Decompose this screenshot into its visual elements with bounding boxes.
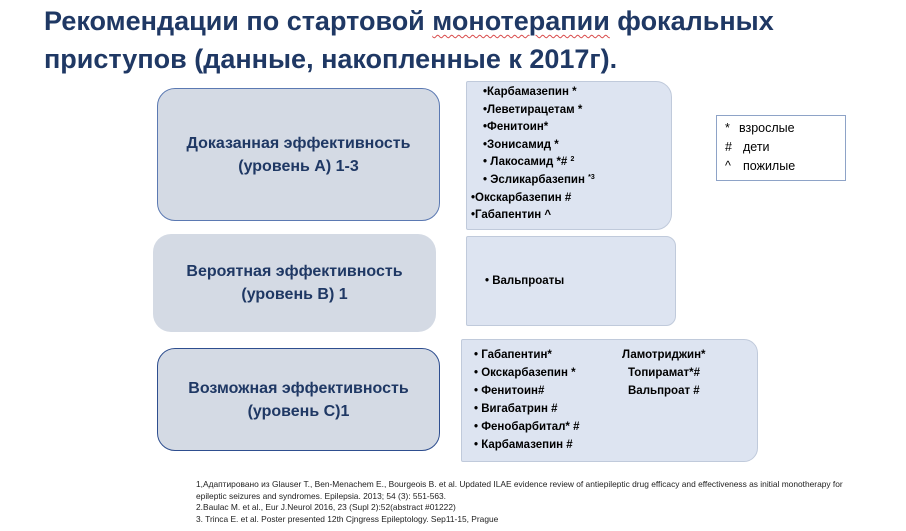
title-part-3: фокальных приступов (данные, накопленные к 2017г). (44, 6, 774, 74)
slide-title (44, 2, 900, 78)
level-c-line-1: Возможная эффективность (188, 379, 409, 397)
references (196, 479, 846, 525)
reference-item: 1,Адаптировано из Glauser T., Ben-Menachem E., Bourgeois B. et al. Updated ILAE evidence review of antiepileptic drug efficacy and effectiveness as initial monotherapy for epileptic seizures and syndromes. Epilepsia. 2013; 54 (3): 551-563. (196, 479, 843, 501)
level-a-line-1: Доказанная эффективность (186, 134, 411, 152)
drug-list-item: • Вигабатрин # (474, 403, 558, 415)
drug-list-item: •Габапентин ^ (471, 209, 552, 222)
level-a-line-2: (уровень А) 1-3 (238, 157, 359, 175)
level-c-box (157, 348, 440, 451)
drug-list-item: •Окскарбазепин # (471, 191, 572, 204)
level-c-drug-list (461, 339, 758, 462)
drug-list-item: •Леветирацетам * (483, 103, 583, 116)
drug-list-item: • Фенитоин# (474, 385, 545, 397)
drug-list-item: •Зонисамид * (483, 138, 559, 151)
legend-item-children: # дети (725, 140, 770, 154)
drug-list-item: Вальпроат # (628, 385, 700, 397)
drug-list-item: • Окскарбазепин * (474, 367, 576, 379)
drug-list-item: • Карбамазепин # (474, 439, 573, 451)
drug-list-item: • Вальпроаты (485, 275, 565, 287)
drug-list-item: Топирамат*# (628, 367, 701, 379)
legend-item-elderly: ^ пожилые (725, 159, 796, 173)
title-part-1: Рекомендации по стартовой (44, 6, 433, 36)
reference-item: 2.Baulac M. et al., Eur J.Neurol 2016, 23 (Supl 2):52(abstract #01222) (196, 502, 456, 512)
level-c-line-2: (уровень С)1 (247, 402, 350, 420)
drug-list-item: • Эсликарбазепин $^{*3}$ (483, 173, 595, 186)
level-a-box (157, 88, 440, 221)
legend-item-adults: * взрослые (725, 121, 795, 135)
level-b-drug-list (466, 236, 676, 326)
title-part-2: монотерапии (432, 6, 610, 36)
level-b-line-1: Вероятная эффективность (186, 263, 403, 280)
drug-list-item: •Фенитоин* (483, 121, 549, 134)
reference-item: 3. Trinca E. et al. Poster presented 12th Cjngress Epileptology. Sep11-15, Prague (196, 513, 499, 524)
drug-list-item: • Фенобарбитал* # (474, 421, 580, 433)
level-a-drug-list (466, 81, 672, 230)
legend-box (716, 115, 846, 181)
drug-list-item: • Габапентин* (474, 349, 552, 361)
drug-list-item: • Лакосамид *# $^2$ (483, 156, 575, 169)
drug-list-item: •Карбамазепин * (483, 86, 577, 98)
level-b-line-2: (уровень В) 1 (241, 286, 348, 303)
level-b-box (153, 234, 436, 332)
drug-list-item: Ламотриджин* (622, 349, 706, 361)
